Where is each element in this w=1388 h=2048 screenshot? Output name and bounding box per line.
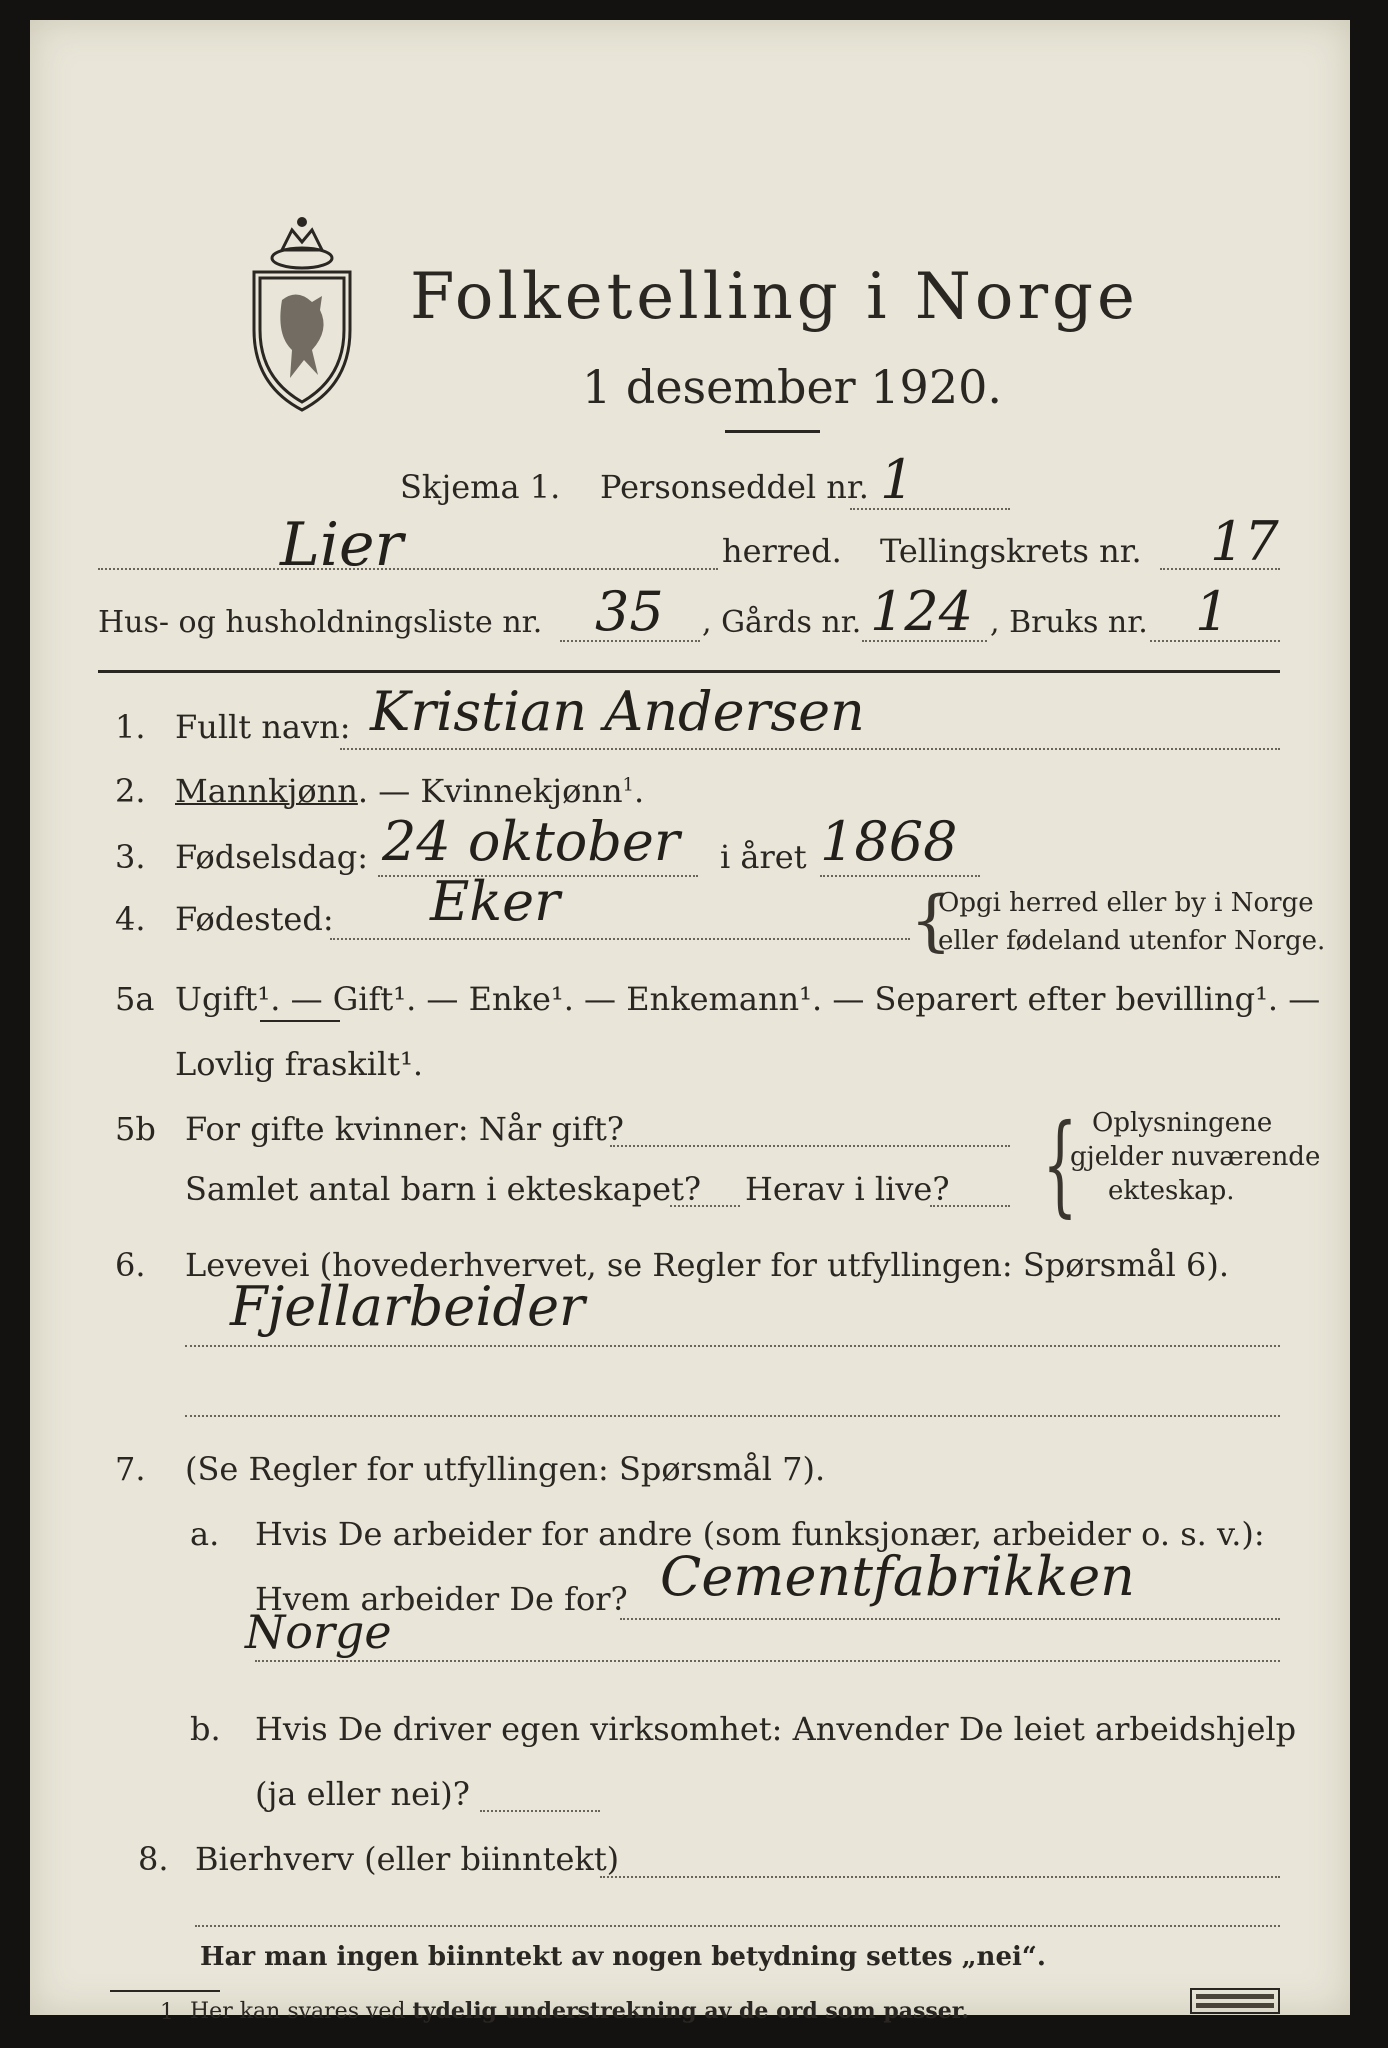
gards-label: , Gårds nr. xyxy=(702,605,862,640)
birthplace-value: Eker xyxy=(430,870,560,933)
marital-status-options: Ugift¹. — Gift¹. — Enke¹. — Enkemann¹. — Separert efter bevilling¹. — xyxy=(175,980,1321,1018)
herred-label: herred. xyxy=(722,532,842,570)
male-option: Mannkjønn xyxy=(175,772,358,810)
hus-label: Hus- og husholdningsliste nr. xyxy=(98,605,543,640)
q7a-number: a. xyxy=(190,1515,220,1553)
q2-separator: . — Kvinnekjønn xyxy=(357,772,623,810)
personseddel-value: 1 xyxy=(880,448,915,511)
footnote-text-a: Her kan svares ved xyxy=(190,1999,406,2024)
q5b-note-line3: ekteskap. xyxy=(1108,1176,1235,1206)
q4-note-line2: eller fødeland utenfor Norge. xyxy=(938,926,1326,956)
title-divider xyxy=(725,430,820,433)
q5b-note-line2: gjelder nuværende xyxy=(1070,1142,1321,1172)
footnote-divider xyxy=(110,1990,220,1992)
form-title: Folketelling i Norge xyxy=(410,260,1139,334)
q7-label: (Se Regler for utfyllingen: Spørsmål 7). xyxy=(185,1450,826,1488)
birth-year-value: 1868 xyxy=(820,810,958,873)
q1-label: Fullt navn: xyxy=(175,708,351,746)
tellingskrets-value: 17 xyxy=(1210,510,1279,573)
q5b-line2b: Herav i live? xyxy=(745,1170,950,1208)
printer-stamp-icon xyxy=(1190,1988,1280,2014)
schema-label: Skjema 1. xyxy=(400,468,561,506)
herred-value: Lier xyxy=(280,510,404,580)
bruks-value: 1 xyxy=(1195,580,1230,643)
tellingskrets-label: Tellingskrets nr. xyxy=(880,532,1142,570)
employer-value: Cementfabrikken xyxy=(660,1545,1135,1608)
q7a-line1: Hvis De arbeider for andre (som funksjonær, arbeider o. s. v.): xyxy=(255,1515,1265,1553)
q2-footnote-mark: 1 xyxy=(622,774,634,796)
occupation-value: Fjellarbeider xyxy=(230,1275,585,1338)
q3-label: Fødselsdag: xyxy=(175,838,369,876)
q5b-note-line1: Oplysningene xyxy=(1092,1108,1273,1138)
q7-number: 7. xyxy=(115,1450,146,1488)
year-label: i året xyxy=(720,838,807,876)
q7b-line1: Hvis De driver egen virksomhet: Anvender De leiet arbeidshjelp xyxy=(255,1710,1297,1748)
bruks-label: , Bruks nr. xyxy=(990,605,1148,640)
footnote-mark: 1 xyxy=(160,2000,174,2025)
personseddel-label: Personseddel nr. xyxy=(600,468,869,506)
q4-label: Fødested: xyxy=(175,900,334,938)
q4-note-line1: Opgi herred eller by i Norge xyxy=(938,888,1314,918)
q7b-number: b. xyxy=(190,1710,221,1748)
q2-options xyxy=(175,772,644,810)
q8-number: 8. xyxy=(138,1840,169,1878)
q7b-line2: (ja eller nei)? xyxy=(255,1775,470,1813)
q1-number: 1. xyxy=(115,708,146,746)
q8-note: Har man ingen biinntekt av nogen betydning settes „nei“. xyxy=(200,1942,1046,1972)
q2-end: . xyxy=(634,772,645,810)
q2-number: 2. xyxy=(115,772,146,810)
gift-underline xyxy=(260,1020,340,1022)
q5b-line2a: Samlet antal barn i ekteskapet? xyxy=(185,1170,702,1208)
birthday-value: 24 oktober xyxy=(382,810,680,873)
form-date: 1 desember 1920. xyxy=(582,360,1002,414)
census-form-sheet: Folketelling i Norge 1 desember 1920. Skjema 1. Personseddel nr. 1 Lier herred. Tellingskrets nr. 17 Hus- og husholdningsliste nr. 35 , Gårds nr. 124 , Bruks nr. 1 1. Fullt navn: Kristian Andersen 2. Mannkjønn. — Kvinnekjønn$^1$. 3. Fødselsdag: 24 oktober i året 1868 4. Fødested: Eker { Opgi herred eller by i Norge eller fødeland utenfor Norge. 5a Ugift¹. — Gift¹. — Enke¹. — Enkemann¹. — Separert efter bevilling¹. — Lovlig fraskilt¹. 5b For gifte kvinner: Når gift? Samlet antal barn i ekteskapet? Herav i live? { Oplysningene gjelder nuværende ekteskap. 6. Levevei (hovederhvervet, se Regler for utfyllingen: Spørsmål 6). Fjellarbeider 7. (Se Regler for utfyllingen: Spørsmål 7). a. Hvis De arbeider for andre (som funksjonær, arbeider o. s. v.): Hvem arbeider De for? Cementfabrikken Norge b. Hvis De driver egen virksomhet: Anvender De leiet arbeidshjelp (ja eller nei)? 8. Bierhverv (eller biinntekt) Har man ingen biinntekt av nogen betydning settes „nei“. 1 Her kan svares ved tydelig understrekning av de ord som passer. xyxy=(30,20,1350,2015)
hus-value: 35 xyxy=(595,580,664,643)
q3-number: 3. xyxy=(115,838,146,876)
employer-value-line2: Norge xyxy=(245,1605,392,1659)
footnote-text-b: tydelig understrekning av de ord som passer. xyxy=(412,1998,970,2024)
q6-number: 6. xyxy=(115,1246,146,1284)
gards-value: 124 xyxy=(870,580,974,643)
q5a-number: 5a xyxy=(115,980,155,1018)
q4-number: 4. xyxy=(115,900,146,938)
q8-label: Bierhverv (eller biinntekt) xyxy=(195,1840,620,1878)
header-divider xyxy=(98,670,1280,673)
marital-status-line2: Lovlig fraskilt¹. xyxy=(175,1045,424,1083)
footnote-text xyxy=(190,1998,969,2024)
q7a-line2: Hvem arbeider De for? xyxy=(255,1580,628,1618)
full-name-value: Kristian Andersen xyxy=(370,680,865,743)
q5b-number: 5b xyxy=(115,1110,156,1148)
q6-label: Levevei (hovederhvervet, se Regler for utfyllingen: Spørsmål 6). xyxy=(185,1246,1230,1284)
q5b-line1: For gifte kvinner: Når gift? xyxy=(185,1110,624,1148)
norwegian-lion-crest-icon xyxy=(242,210,362,420)
